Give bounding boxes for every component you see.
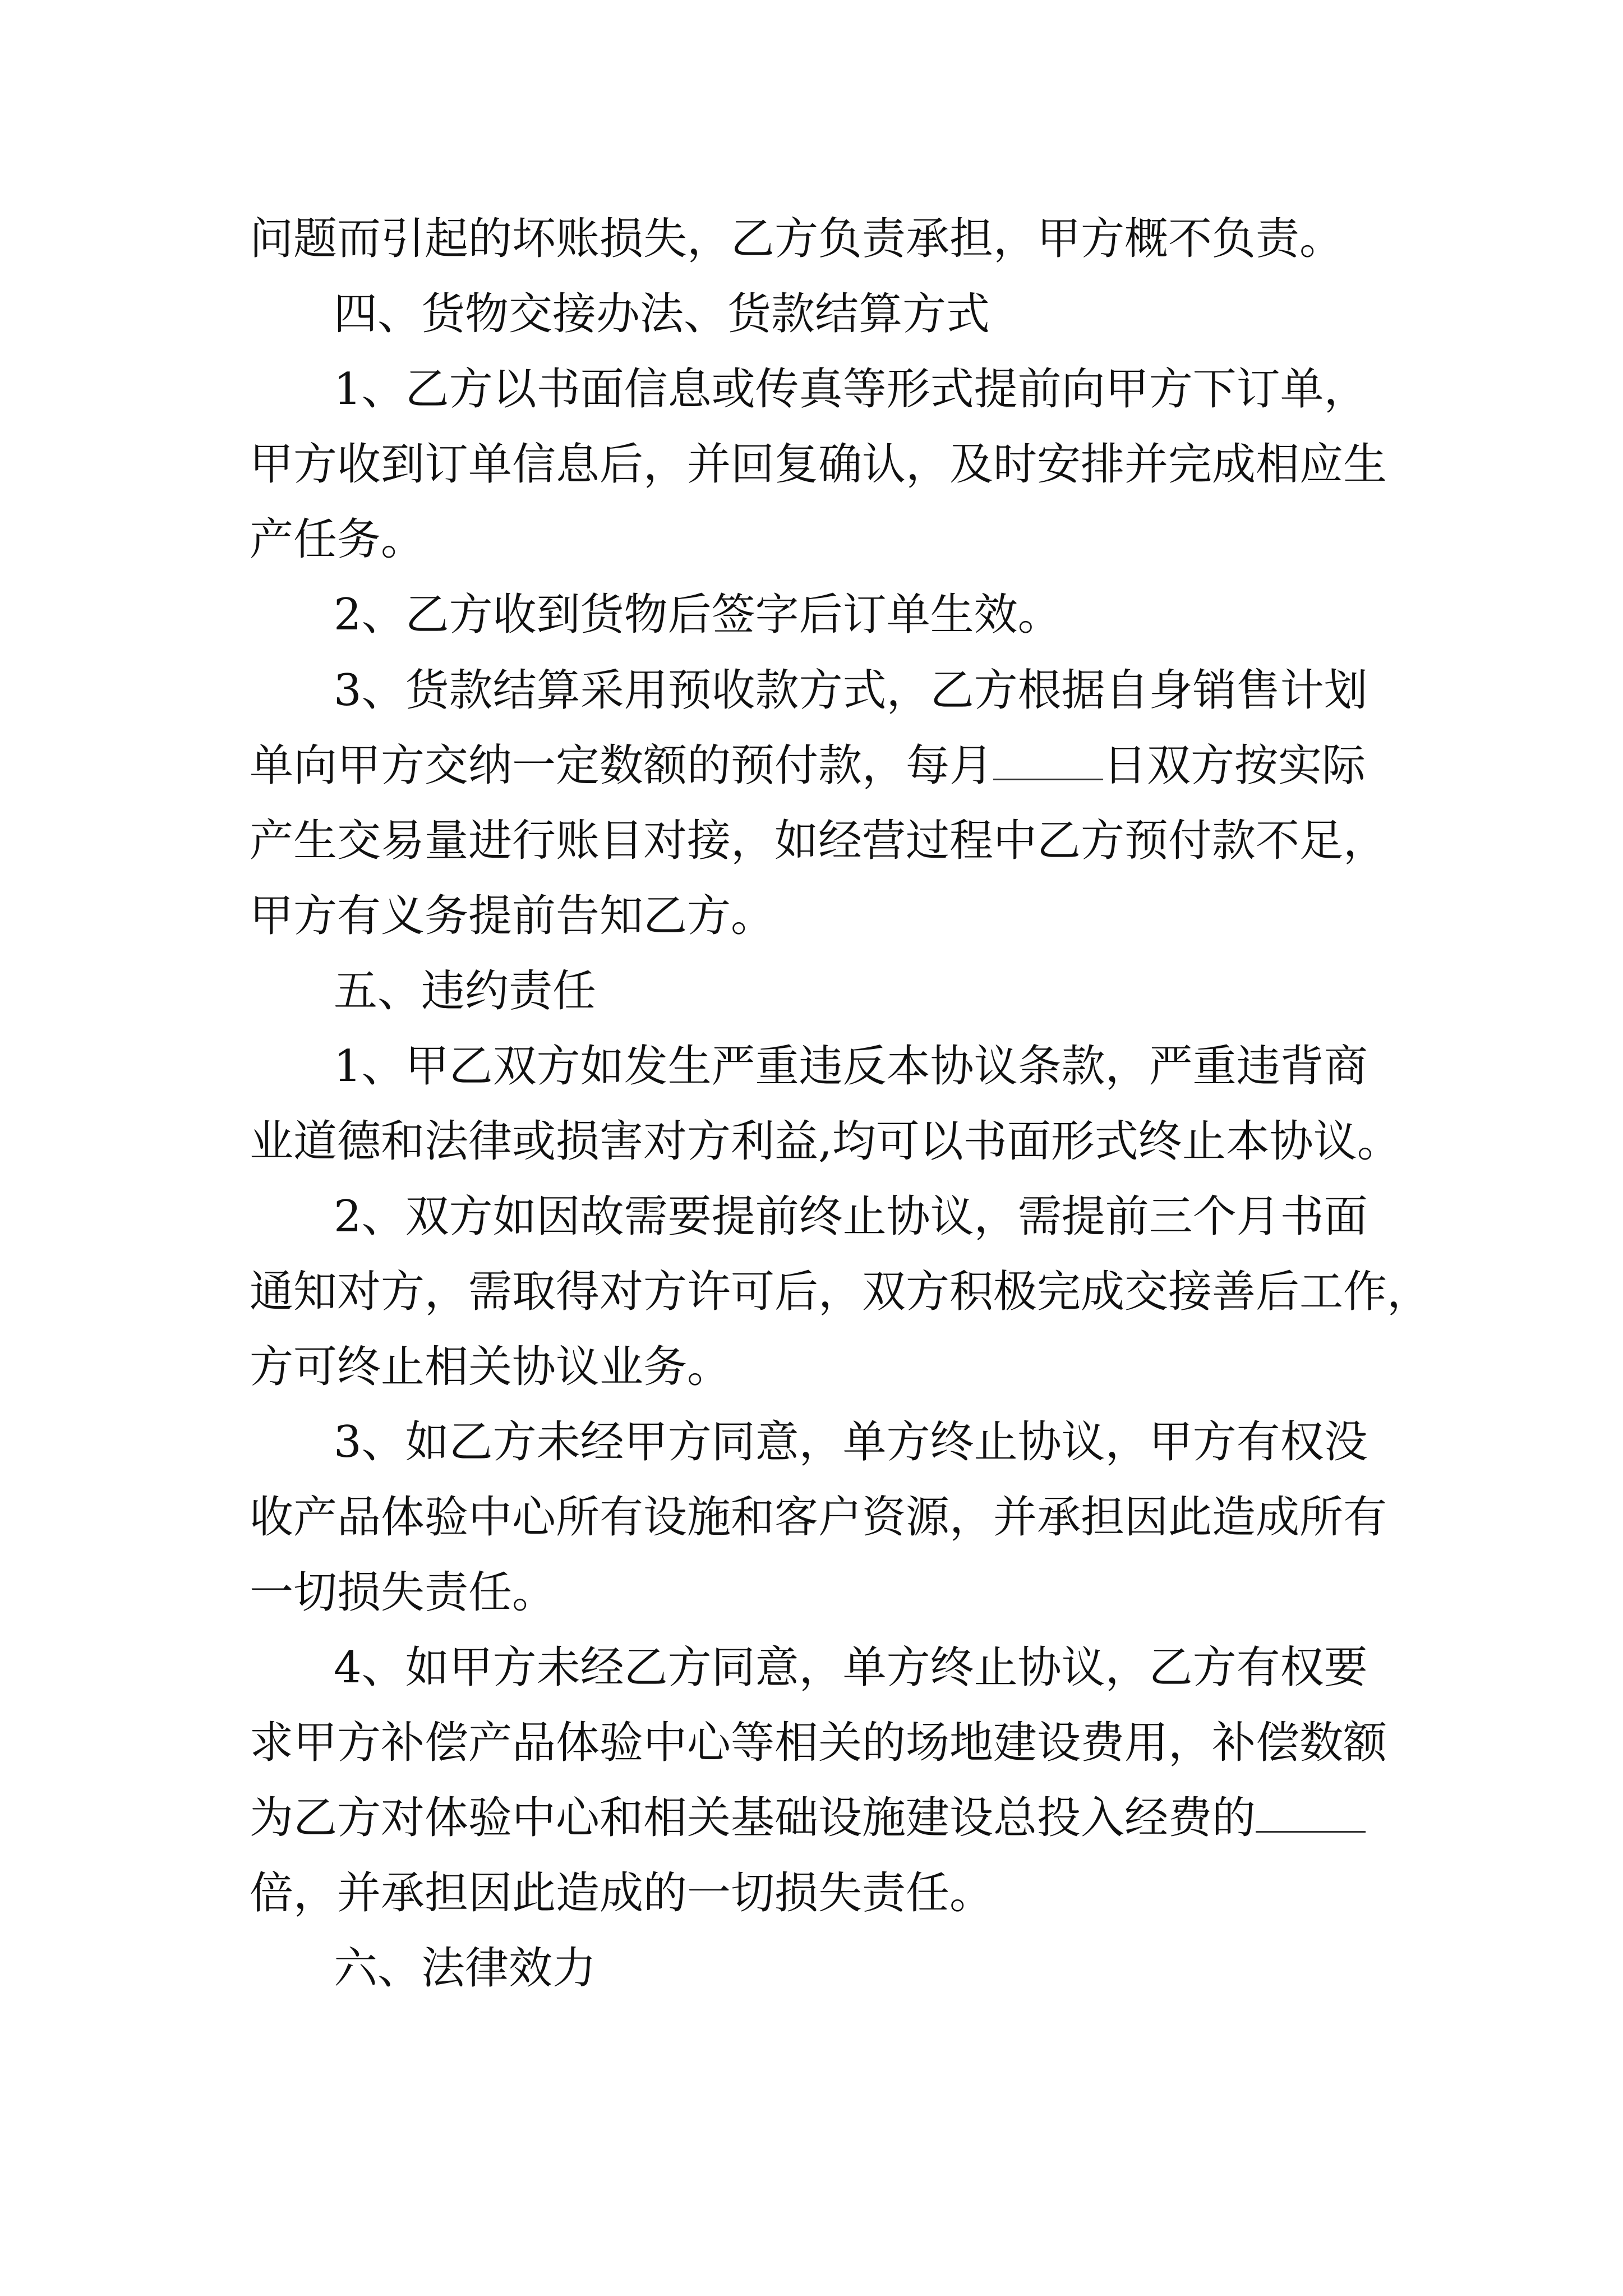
paragraph-line: 求甲方补偿产品体验中心等相关的场地建设费用，补偿数额 (250, 1718, 1387, 1768)
paragraph-line: 产任务。 (250, 514, 425, 565)
paragraph-text: 为乙方对体验中心和相关基础设施建设总投入经费的 (250, 1793, 1256, 1843)
paragraph-line: 甲方收到订单信息后，并回复确认，及时安排并完成相应生 (250, 439, 1387, 490)
paragraph-line: 业道德和法律或损害对方利益,均可以书面形式终止本协议。 (250, 1116, 1401, 1167)
paragraph-line: 1、乙方以书面信息或传真等形式提前向甲方下订单， (334, 364, 1368, 415)
paragraph-text: 单向甲方交纳一定数额的预付款，每月 (250, 740, 994, 791)
paragraph-line: 2、双方如因故需要提前终止协议，需提前三个月书面 (334, 1191, 1368, 1242)
fill-in-blank (993, 739, 1103, 780)
paragraph-line: 通知对方，需取得对方许可后，双方积极完成交接善后工作， (250, 1267, 1431, 1317)
paragraph-line: 问题而引起的坏账损失，乙方负责承担，甲方概不负责。 (250, 214, 1344, 264)
paragraph-line: 一切损失责任。 (250, 1567, 556, 1618)
paragraph-line: 产生交易量进行账目对接，如经营过程中乙方预付款不足， (250, 816, 1387, 866)
paragraph-line: 2、乙方收到货物后签字后订单生效。 (334, 590, 1062, 640)
paragraph-line: 收产品体验中心所有设施和客户资源，并承担因此造成所有 (250, 1492, 1387, 1543)
section-heading: 五、违约责任 (334, 966, 597, 1016)
paragraph-line (250, 1790, 1366, 1846)
section-heading: 六、法律效力 (334, 1943, 597, 1994)
fill-in-blank (1256, 1792, 1366, 1833)
paragraph-line: 方可终止相关协议业务。 (250, 1342, 731, 1392)
paragraph-line: 4、如甲方未经乙方同意，单方终止协议，乙方有权要 (334, 1642, 1368, 1693)
section-heading: 四、货物交接办法、货款结算方式 (334, 289, 990, 339)
paragraph-line: 3、货款结算采用预收款方式，乙方根据自身销售计划 (334, 665, 1368, 716)
paragraph-text: 日双方按实际 (1103, 740, 1366, 791)
paragraph-line: 甲方有义务提前告知乙方。 (250, 891, 775, 941)
paragraph-line: 倍，并承担因此造成的一切损失责任。 (250, 1868, 994, 1918)
paragraph-line (250, 738, 1366, 794)
paragraph-line: 3、如乙方未经甲方同意，单方终止协议，甲方有权没 (334, 1417, 1368, 1467)
paragraph-line: 1、甲乙双方如发生严重违反本协议条款，严重违背商 (334, 1041, 1368, 1092)
